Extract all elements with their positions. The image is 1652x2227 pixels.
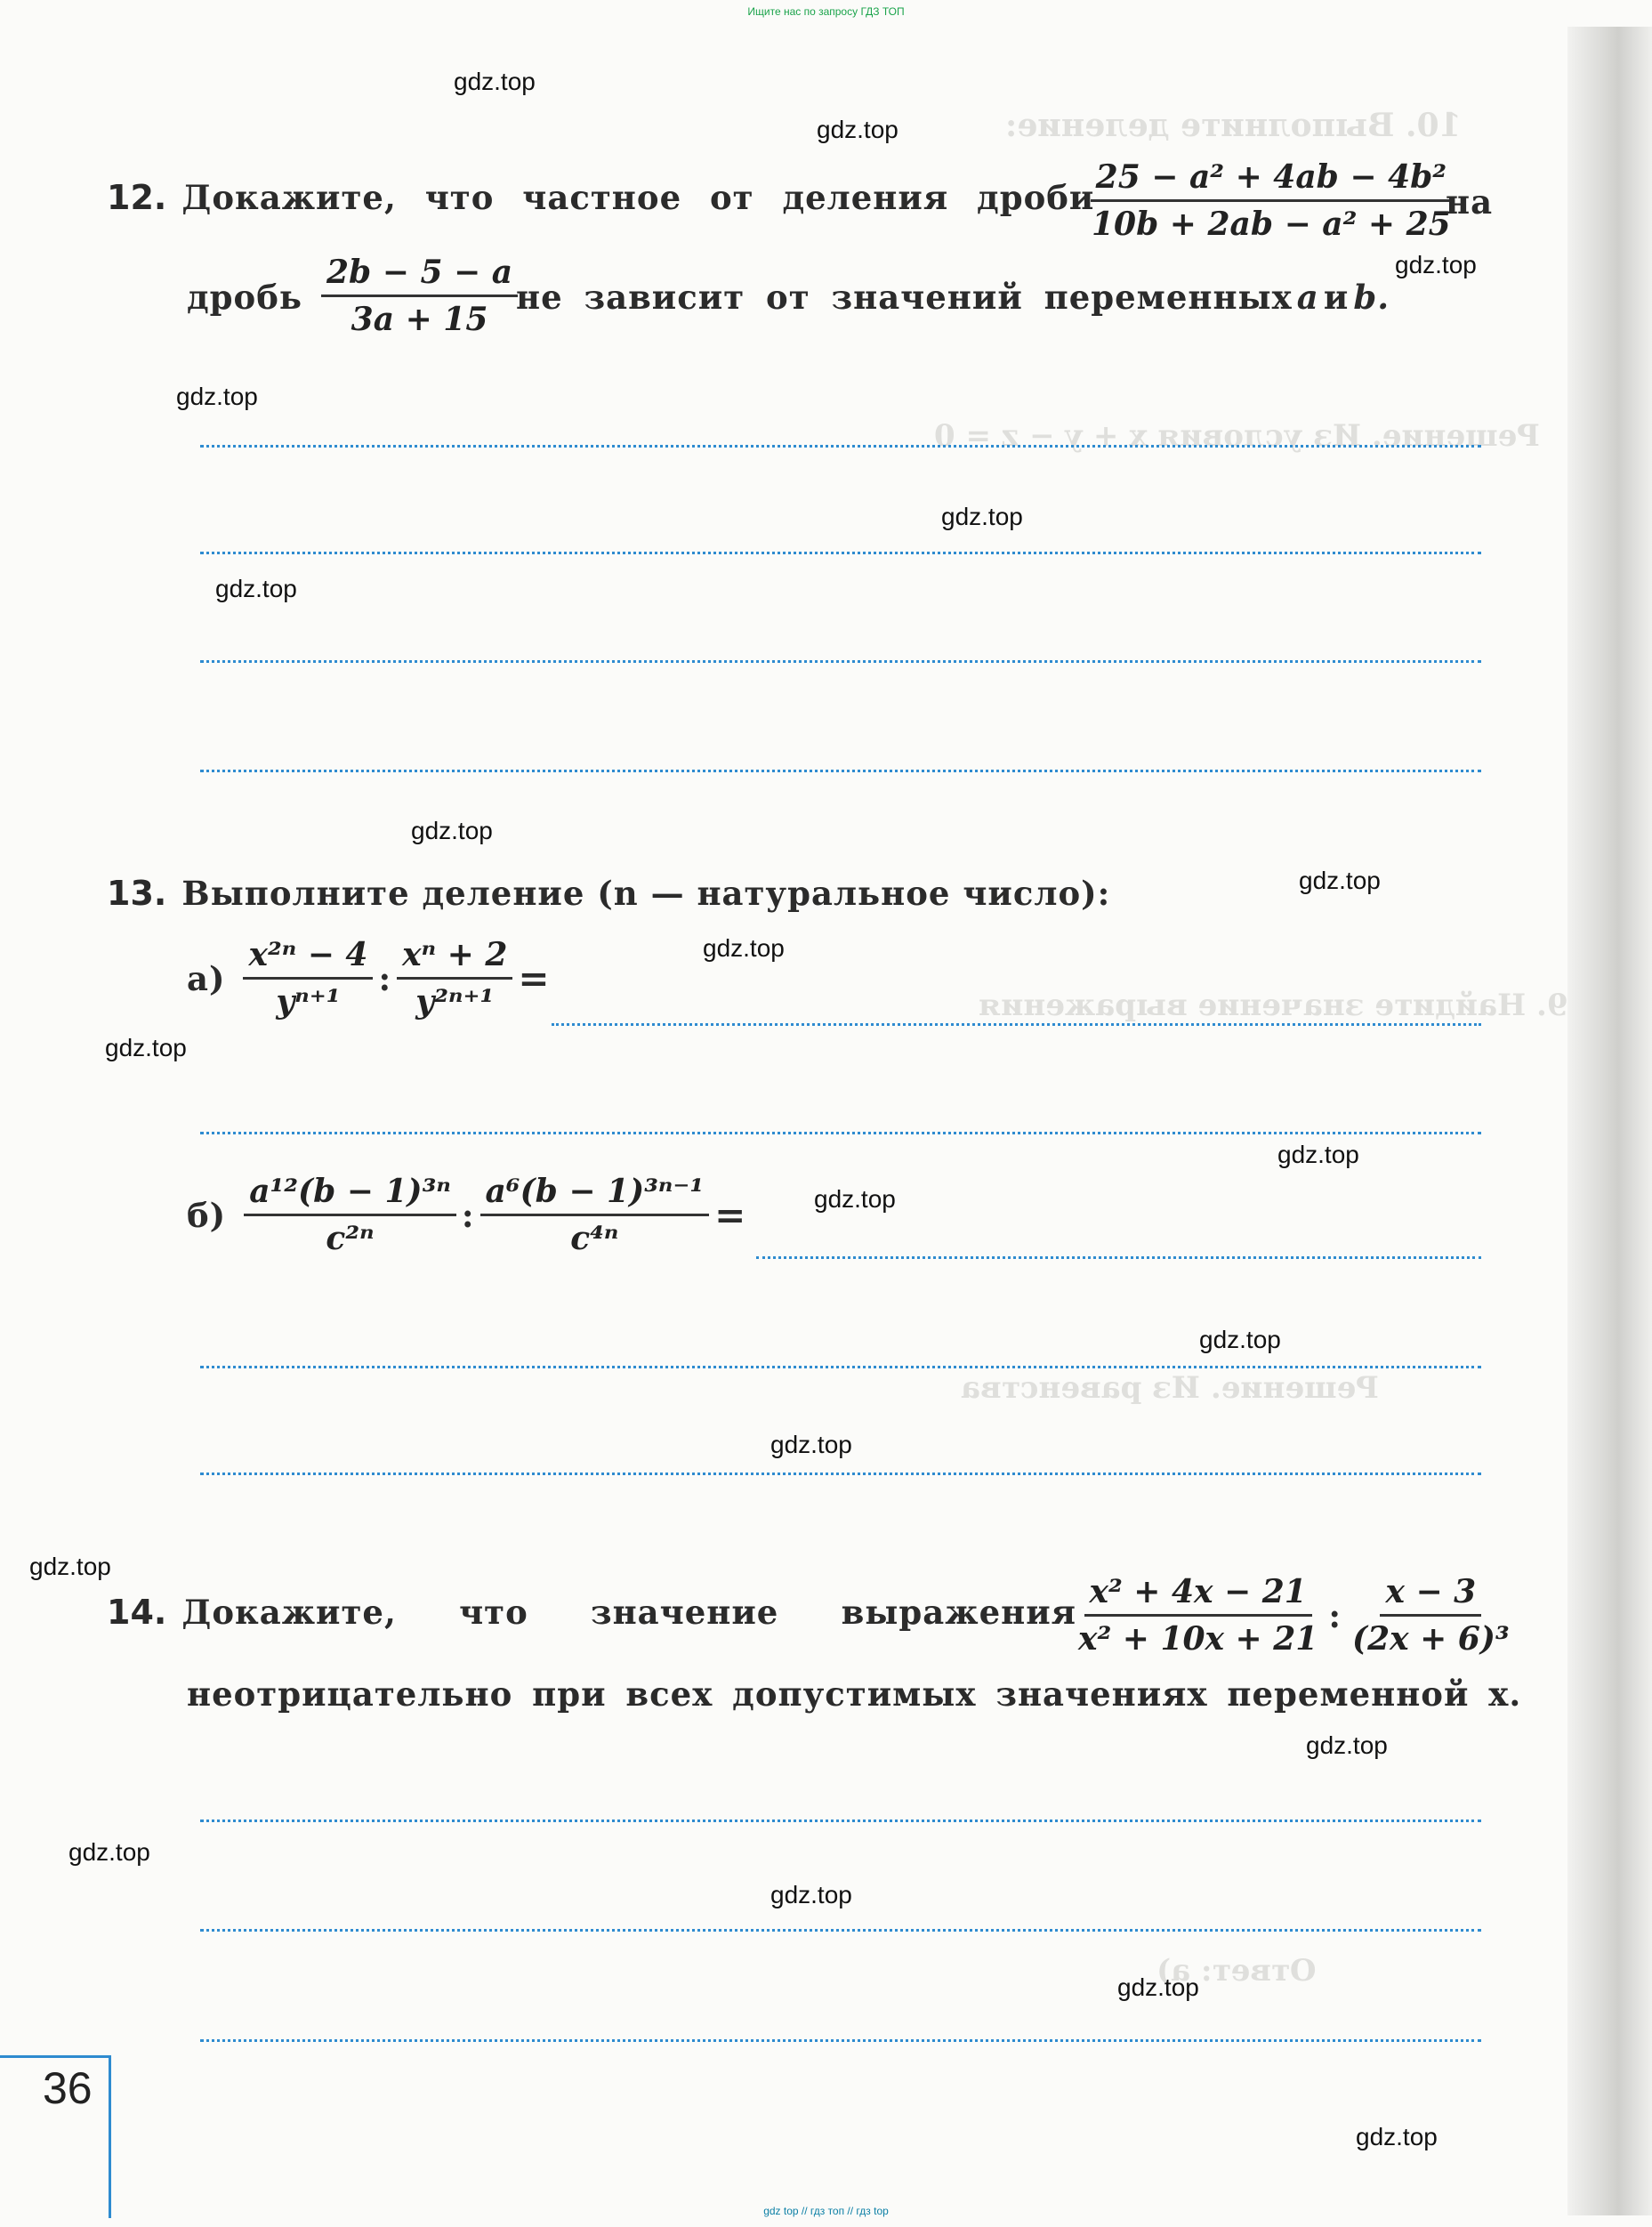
fraction-denominator: y²ⁿ⁺¹ [415,983,495,1021]
watermark-text: gdz.top [770,1431,852,1458]
task-13a [187,936,551,1021]
task-12-number: 12. [107,178,167,217]
answer-line[interactable] [200,1366,1481,1368]
watermark-text: gdz.top [215,575,297,602]
watermark-text: gdz.top [941,503,1023,530]
bleed-through-text: Решение. Из условия x + y − z = 0 [934,418,1540,454]
page-number: 36 [43,2063,93,2113]
fraction-numerator: 25 − a² + 4ab − 4b² [1091,158,1452,202]
watermark-text: gdz.top [29,1553,111,1580]
answer-line[interactable] [200,1820,1481,1822]
answer-line[interactable] [200,660,1481,663]
equals-sign: = [714,1193,747,1237]
fraction-numerator: 2b − 5 − a [321,254,518,297]
task-13b-label: б) [187,1195,227,1235]
fraction-numerator: x²ⁿ − 4 [243,936,373,980]
fraction-denominator: yⁿ⁺¹ [276,983,341,1021]
task-12-line1 [107,178,1094,217]
answer-line[interactable] [200,770,1481,772]
task-14-line1 [107,1593,1076,1632]
var-a: a [1296,278,1319,317]
bleed-through-text: 10. Выполните деление: [1005,107,1462,144]
task-14-expression [1068,1573,1520,1658]
fraction-numerator: a¹²(b − 1)³ⁿ [244,1173,456,1216]
answer-line[interactable] [200,1929,1481,1932]
watermark-text: gdz.top [770,1881,852,1908]
fraction-denominator: 10b + 2ab − a² + 25 [1092,206,1451,243]
fraction-denominator: (2x + 6)³ [1352,1620,1510,1658]
task-12-text-drob: дробь [187,278,303,317]
task-14-word: что [459,1593,528,1632]
watermark-text: gdz.top [454,68,536,95]
answer-line[interactable] [200,552,1481,554]
answer-line[interactable] [200,2039,1481,2042]
watermark-text: gdz.top [1199,1326,1281,1353]
fraction-denominator: 3a + 15 [351,301,488,338]
watermark-text: gdz.top [1299,867,1381,894]
fraction-numerator: x² + 4x − 21 [1084,1573,1312,1617]
task-12-fraction-1 [1081,158,1462,243]
watermark-text: gdz.top [1356,2123,1438,2150]
fraction-numerator: xⁿ + 2 [397,936,512,980]
task-14-word: значение [590,1593,779,1632]
bottom-banner: gdz top // гдз топ // гдз top [763,2205,889,2217]
bleed-through-text: Ответ: а) [1156,1953,1317,1989]
answer-line[interactable] [552,1023,1481,1026]
watermark-text: gdz.top [411,817,493,844]
task-13b [187,1173,746,1257]
top-banner: Ищите нас по запросу ГДЗ ТОП [747,5,905,18]
task-13-number: 13. [107,874,167,913]
colon-sign: : [378,958,392,998]
task-14-word: Докажите, [181,1593,397,1632]
watermark-text: gdz.top [1277,1141,1359,1168]
answer-line[interactable] [200,1132,1481,1134]
bleed-through-text: Решение. Из равенства [961,1370,1379,1406]
colon-sign: : [461,1195,475,1235]
answer-line[interactable] [200,445,1481,448]
watermark-text: gdz.top [176,383,258,410]
fraction-numerator: x − 3 [1380,1573,1481,1617]
answer-line[interactable] [200,1473,1481,1475]
equals-sign: = [518,956,551,1000]
task-12-text-rest: не зависит от значений переменных [516,278,1293,317]
task-13-heading [107,874,1110,913]
colon-sign: : [1328,1595,1342,1635]
fraction-denominator: c²ⁿ [326,1220,375,1257]
task-13a-label: а) [187,958,226,998]
task-12-line2 [516,278,1390,317]
watermark-text: gdz.top [1395,251,1477,278]
task-14-word: выражения [841,1593,1076,1632]
task-14-text-line2: неотрицательно при всех допустимых значениях переменной x. [187,1674,1522,1714]
fraction-denominator: x² + 10x + 21 [1078,1620,1318,1658]
var-b: b. [1353,278,1390,317]
watermark-text: gdz.top [1117,1973,1199,2001]
watermark-text: gdz.top [105,1034,187,1061]
watermark-text: gdz.top [703,934,785,962]
watermark-text: gdz.top [814,1185,896,1213]
task-12-text: Докажите, что частное от деления дроби [181,178,1095,217]
book-gutter [1567,27,1652,2215]
watermark-text: gdz.top [68,1838,150,1866]
task-12-text-na: на [1446,182,1494,222]
task-13-text: Выполните деление (n — натуральное число): [181,874,1111,913]
text-and: и [1323,278,1350,317]
watermark-text: gdz.top [1306,1731,1388,1759]
task-14-number: 14. [107,1593,167,1632]
watermark-text: gdz.top [817,116,899,143]
answer-line[interactable] [756,1256,1481,1259]
bleed-through-text: 9. Найдите значение выражения [979,988,1568,1023]
fraction-denominator: c⁴ⁿ [570,1220,619,1257]
task-12-fraction-2 [316,254,523,338]
fraction-numerator: a⁶(b − 1)³ⁿ⁻¹ [480,1173,710,1216]
